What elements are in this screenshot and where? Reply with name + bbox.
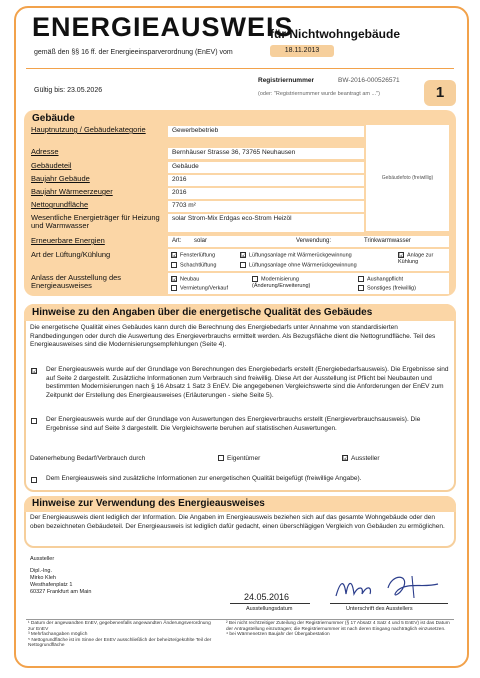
row-value-part: Gebäude: [168, 162, 364, 173]
row-value-year-generator: 2016: [168, 188, 364, 199]
row-label-floor-area: Nettogrundfläche: [31, 201, 166, 209]
ventilation-options: [168, 249, 449, 271]
row-label-address: Adresse: [31, 148, 166, 156]
option-consumption-text: Der Energieausweis wurde auf der Grundlage von Auswertungen des Energieverbrauchs erstellt (Energieverbrauchsausweis). Die Ergebnisse sind auf Seite 3 dargestellt. Die Vergleichswerte beruhen auf statistischen Auswertungen.: [46, 416, 421, 432]
row-label-year-building: Baujahr Gebäude: [31, 175, 166, 183]
issue-date-line: [230, 603, 310, 604]
issuer-label: Aussteller: [30, 556, 55, 562]
reason-option[interactable]: Vermietung/Verkauf: [171, 285, 228, 292]
issue-date-label: Ausstellungsdatum: [246, 606, 293, 612]
option-consumption-checkbox[interactable]: [31, 418, 37, 424]
renewables-box: [168, 236, 449, 247]
issuer-option[interactable]: ☑ Aussteller: [343, 455, 380, 463]
issue-date: 24.05.2016: [244, 592, 290, 602]
header-divider: [26, 68, 454, 69]
ventilation-option[interactable]: Schachtlüftung: [171, 262, 216, 269]
usage-text: Der Energieausweis dient lediglich der Information. Die Angaben im Energieausweis beziehen sich auf das gesamte Wohngebäude oder den oben bezeichneten Gebäudeteil. Der Energieausweis ist lediglich dafür gedacht, einen überschlägigen Vergleich von Gebäuden zu ermöglichen.: [30, 514, 445, 530]
row-label-renewables: Erneuerbare Energien: [31, 237, 166, 245]
reason-option[interactable]: Sonstiges (freiwillig): [358, 285, 416, 292]
signature-image: [328, 568, 448, 604]
enev-date: 18.11.2013: [270, 45, 334, 57]
row-value-address: Bernhäuser Strasse 36, 73765 Neuhausen: [168, 148, 364, 159]
notes-title: Hinweise zu den Angaben über die energetische Qualität des Gebäudes: [32, 307, 373, 318]
renewable-type-value: solar: [194, 238, 208, 244]
row-label-energy-carriers: Wesentliche Energieträger für Heizung und Warmwasser: [31, 214, 166, 232]
legal-basis: gemäß den §§ 16 ff. der Energieeinsparverordnung (EnEV) vom: [34, 49, 233, 56]
ventilation-label: Art der Lüftung/Kühlung: [31, 251, 166, 259]
registration-note: (oder: "Registriernummer wurde beantragt am ..."): [258, 91, 380, 97]
signature-label: Unterschrift des Ausstellers: [346, 606, 413, 612]
owner-option[interactable]: Eigentümer: [218, 455, 260, 464]
ventilation-option[interactable]: Lüftungsanlage ohne Wärmerückgewinnung: [240, 262, 357, 269]
ventilation-option[interactable]: ☑ Lüftungsanlage mit Wärmerückgewinnung: [241, 252, 352, 259]
registration-number: BW-2016-000526571: [338, 77, 400, 84]
document-subtitle: für Nichtwohngebäude: [270, 27, 400, 41]
issuer-address: Dipl.-Ing. Mirko Kleh Westhafenplatz 1 60327 Frankfurt am Main: [30, 568, 92, 595]
ventilation-option[interactable]: ☑ Anlage zur Kühlung: [398, 252, 434, 265]
row-label-year-generator: Baujahr Wärmeerzeuger: [31, 188, 166, 196]
notes-intro: Die energetische Qualität eines Gebäudes kann durch die Berechnung des Energiebedarfs unter Annahme von standardisierten Randbedingungen oder durch die Auswertung des Energieverbrauchs ermittelt werden. Als Bezugsfläche dient die Nettogrundfläche. Teil des Energieausweises sind die Modernisierungsempfehlungen (Seite 4).: [30, 324, 436, 349]
attachment-checkbox[interactable]: [31, 477, 37, 483]
renewable-type-label: Art:: [172, 238, 182, 244]
reason-options: [168, 273, 449, 294]
reason-option[interactable]: Aushangpflicht: [358, 276, 403, 283]
data-collection-label: Datenerhebung Bedarf/Verbrauch durch: [30, 455, 146, 462]
reason-option[interactable]: ☑ Neubau: [172, 276, 200, 283]
reason-label: Anlass der Ausstellung des Energieausweises: [31, 274, 166, 292]
document-title: ENERGIEAUSWEIS: [32, 12, 294, 42]
row-value-usage: Gewerbebetrieb: [168, 126, 364, 137]
building-photo-placeholder: Gebäudefoto (freiwillig): [366, 125, 449, 231]
row-value-floor-area: 7703 m²: [168, 201, 364, 212]
option-demand-checkbox[interactable]: ☑: [32, 369, 38, 375]
footnote-divider: [26, 619, 454, 620]
row-value-energy-carriers: solar Strom-Mix Erdgas eco-Strom Heizöl: [168, 214, 364, 232]
valid-until: Gültig bis: 23.05.2026: [34, 87, 103, 94]
footnotes-right: ² Bei nicht rechtzeitiger Zuteilung der Registriernummer (§ 17 Absatz 4 Satz 4 und 5 EnEV) ist das Datum der Antragstellung einzutragen; die Registriernummer ist nach deren Eingang nachträglich einzusetzen. ⁴ bei Wärmenetzen Baujahr der Übergabestation: [226, 621, 450, 638]
row-label-part: Gebäudeteil: [31, 162, 166, 170]
registration-label: Registriernummer: [258, 77, 314, 84]
building-title: Gebäude: [32, 113, 75, 124]
page-number-badge: 1: [424, 80, 456, 106]
renewable-usage-label: Verwendung:: [296, 238, 332, 244]
reason-option[interactable]: Modernisierung (Änderung/Erweiterung): [252, 276, 311, 289]
renewable-usage-value: Trinkwarmwasser: [364, 238, 411, 244]
option-demand-text: Der Energieausweis wurde auf der Grundlage von Berechnungen des Energiebedarfs erstellt (Energiebedarfsausweis). Die Ergebnisse sind auf Seite 2 dargestellt. Zusätzliche Informationen zum Verbrauch sind freiwillig. Diese Art der Ausstellung ist Pflicht bei Neubauten und bestimmten Modernisierungen nach § 16 Absatz 1 Satz 3 EnEV. Die angegebenen Vergleichswerte sind die Anforderungen der EnEV zum Zeitpunkt der Erstellung des Energieausweises (Erläuterungen - siehe Seite 5).: [46, 366, 449, 399]
usage-title: Hinweise zur Verwendung des Energieausweises: [32, 498, 265, 509]
row-value-year-building: 2016: [168, 175, 364, 186]
row-label-usage: Hauptnutzung / Gebäudekategorie: [31, 126, 166, 144]
ventilation-option[interactable]: ☑ Fensterlüftung: [172, 252, 216, 259]
footnotes-left: ¹ Datum der angewandten EnEV, gegebenenfalls angewandten Änderungsverordnung zur EnEV ³ Mehrfachangaben möglich ⁵ Nettogrundfläche ist im Sinne der EnEV ausschließlich der beheizte/gekühlte Teil der Nettogrundfläche: [28, 621, 212, 649]
attachment-text: Dem Energieausweis sind zusätzliche Informationen zur energetischen Qualität beigefügt (freiwillige Angabe).: [46, 475, 362, 482]
signature-line: [330, 603, 448, 604]
